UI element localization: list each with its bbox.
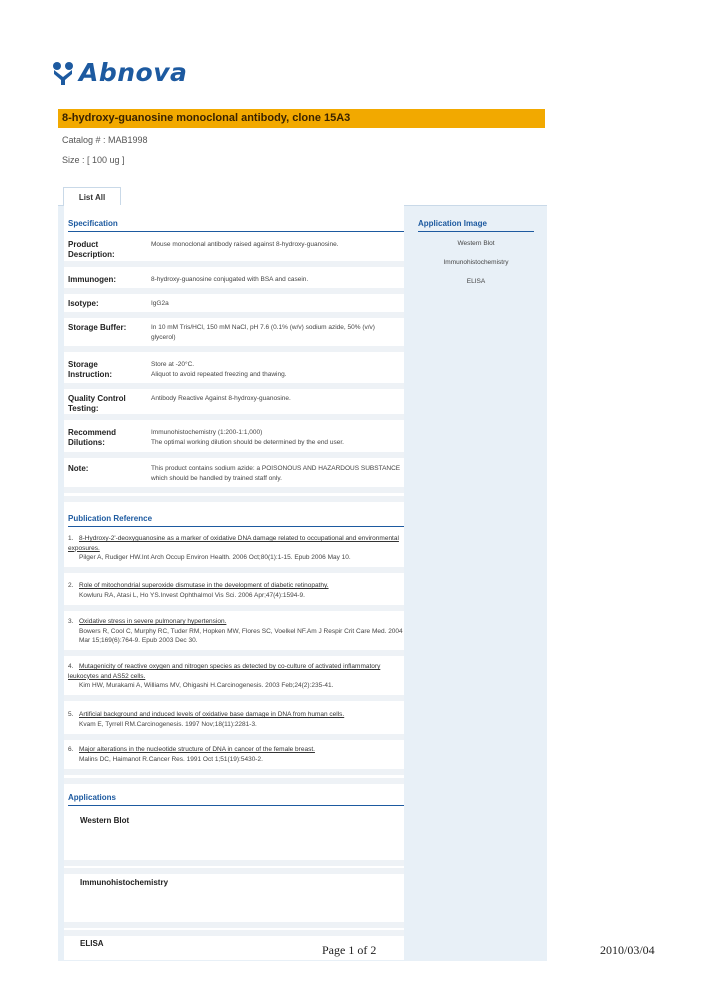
- spec-label-quality-control: Quality Control Testing:: [68, 394, 126, 413]
- row-separator: [64, 567, 404, 573]
- spec-value-dilution-note: The optimal working dilution should be determined by the end user.: [151, 439, 344, 446]
- spec-label-isotype: Isotype:: [68, 299, 99, 308]
- row-separator: [64, 452, 404, 458]
- applications-heading: Applications: [68, 793, 404, 806]
- application-elisa: ELISA: [80, 939, 104, 948]
- row-separator: [64, 312, 404, 318]
- row-separator: [64, 496, 404, 502]
- publication-number: 2.: [68, 582, 74, 589]
- spec-value-immunogen: 8-hydroxy-guanosine conjugated with BSA and casein.: [151, 276, 309, 283]
- abnova-logo-icon: [50, 60, 76, 86]
- publication-link[interactable]: Major alterations in the nucleotide structure of DNA in cancer of the female breast.: [79, 746, 315, 753]
- publication-item: [68, 710, 403, 729]
- row-separator: [64, 922, 404, 928]
- publication-link[interactable]: Artificial background and induced levels of oxidative base damage in DNA from human cells.: [79, 711, 345, 718]
- row-separator: [64, 650, 404, 656]
- spec-label-product-description: Product Description:: [68, 240, 115, 259]
- row-separator: [64, 769, 404, 775]
- brand-name: Abnova: [79, 58, 188, 87]
- row-separator: [64, 414, 404, 420]
- publication-number: 5.: [68, 711, 74, 718]
- publication-link[interactable]: Mutagenicity of reactive oxygen and nitrogen species as detected by co-culture of activated inflammatory leukocytes and AS52 cells.: [68, 663, 381, 680]
- application-image-elisa[interactable]: ELISA: [466, 278, 486, 285]
- publication-number: 4.: [68, 663, 74, 670]
- publication-item: [68, 745, 403, 764]
- row-separator: [64, 868, 404, 874]
- publication-item: [68, 581, 403, 600]
- row-separator: [64, 778, 404, 784]
- row-separator: [64, 383, 404, 389]
- publication-heading: Publication Reference: [68, 514, 404, 527]
- spec-label-recommend-dilutions: Recommend Dilutions:: [68, 428, 117, 447]
- product-size: Size : [ 100 ug ]: [62, 155, 125, 165]
- spec-value-dilution-ihc: Immunohistochemistry (1:200-1:1,000): [151, 429, 263, 436]
- publication-link[interactable]: 8-Hydroxy-2'-deoxyguanosine as a marker of oxidative DNA damage related to occupational and environmental exposures.: [68, 535, 399, 552]
- print-date: 2010/03/04: [600, 943, 655, 957]
- spec-value-storage-buffer: In 10 mM Tris/HCl, 150 mM NaCl, pH 7.6 (0.1% (w/v) sodium azide, 50% (v/v) glycerol): [151, 324, 375, 341]
- publication-citation: Pilger A, Rudiger HW.Int Arch Occup Environ Health. 2006 Oct;80(1):1-15. Epub 2006 May 10.: [79, 554, 351, 561]
- application-immunohistochemistry: Immunohistochemistry: [80, 878, 169, 887]
- abnova-logo: [50, 58, 187, 87]
- spec-value-product-description: Mouse monoclonal antibody raised against 8-hydroxy-guanosine.: [151, 241, 339, 248]
- row-separator: [64, 261, 404, 267]
- publication-number: 1.: [68, 535, 74, 542]
- publication-number: 3.: [68, 618, 74, 625]
- row-separator: [64, 734, 404, 740]
- spec-value-isotype: IgG2a: [151, 300, 169, 307]
- row-separator: [64, 930, 404, 936]
- row-separator: [64, 605, 404, 611]
- page-number: Page 1 of 2: [322, 943, 377, 957]
- publication-citation: Malins DC, Haimanot R.Cancer Res. 1991 Oct 1;51(19):5430-2.: [79, 755, 263, 763]
- tab-list-all[interactable]: List All: [63, 187, 121, 206]
- spec-value-note: This product contains sodium azide: a POISONOUS AND HAZARDOUS SUBSTANCE which should be handled by trained staff only.: [151, 465, 401, 482]
- row-separator: [64, 346, 404, 352]
- publication-citation: Kowluru RA, Atasi L, Ho YS.Invest Ophthalmol Vis Sci. 2006 Apr;47(4):1594-9.: [79, 591, 305, 599]
- spec-label-note: Note:: [68, 464, 89, 473]
- application-image-heading: Application Image: [418, 219, 534, 232]
- application-image-western-blot[interactable]: Western Blot: [457, 240, 495, 247]
- application-image-immunohistochemistry[interactable]: Immunohistochemistry: [443, 259, 509, 266]
- application-western-blot: Western Blot: [80, 816, 130, 825]
- spec-value-quality-control: Antibody Reactive Against 8-hydroxy-guanosine.: [151, 395, 291, 402]
- publication-number: 6.: [68, 746, 74, 753]
- spec-value-storage-aliquot: Aliquot to avoid repeated freezing and thawing.: [151, 371, 287, 378]
- row-separator: [64, 695, 404, 701]
- catalog-number: Catalog # : MAB1998: [62, 135, 148, 145]
- product-title: 8-hydroxy-guanosine monoclonal antibody, clone 15A3: [58, 109, 545, 128]
- row-separator: [64, 860, 404, 866]
- publication-citation: Bowers R, Cool C, Murphy RC, Tuder RM, Hopken MW, Flores SC, Voelkel NF.Am J Respir Crit Care Med. 2004 Mar 15;169(6):764-9. Epub 2003 Dec 30.: [79, 627, 403, 644]
- publication-item: [68, 617, 403, 646]
- spec-label-storage-instruction: Storage Instruction:: [68, 360, 112, 379]
- spec-label-immunogen: Immunogen:: [68, 275, 116, 284]
- publication-link[interactable]: Role of mitochondrial superoxide dismutase in the development of diabetic retinopathy.: [79, 582, 329, 589]
- publication-citation: Kim HW, Murakami A, Williams MV, Ohigashi H.Carcinogenesis. 2003 Feb;24(2):235-41.: [79, 682, 334, 689]
- specification-heading: Specification: [68, 219, 404, 232]
- publication-item: [68, 534, 403, 563]
- row-separator: [64, 487, 404, 493]
- publication-citation: Kvam E, Tyrrell RM.Carcinogenesis. 1997 Nov;18(11):2281-3.: [79, 720, 257, 728]
- publication-item: [68, 662, 403, 691]
- row-separator: [64, 288, 404, 294]
- spec-label-storage-buffer: Storage Buffer:: [68, 323, 127, 332]
- spec-value-storage-temp: Store at -20°C.: [151, 361, 195, 368]
- publication-link[interactable]: Oxidative stress in severe pulmonary hypertension.: [79, 618, 227, 625]
